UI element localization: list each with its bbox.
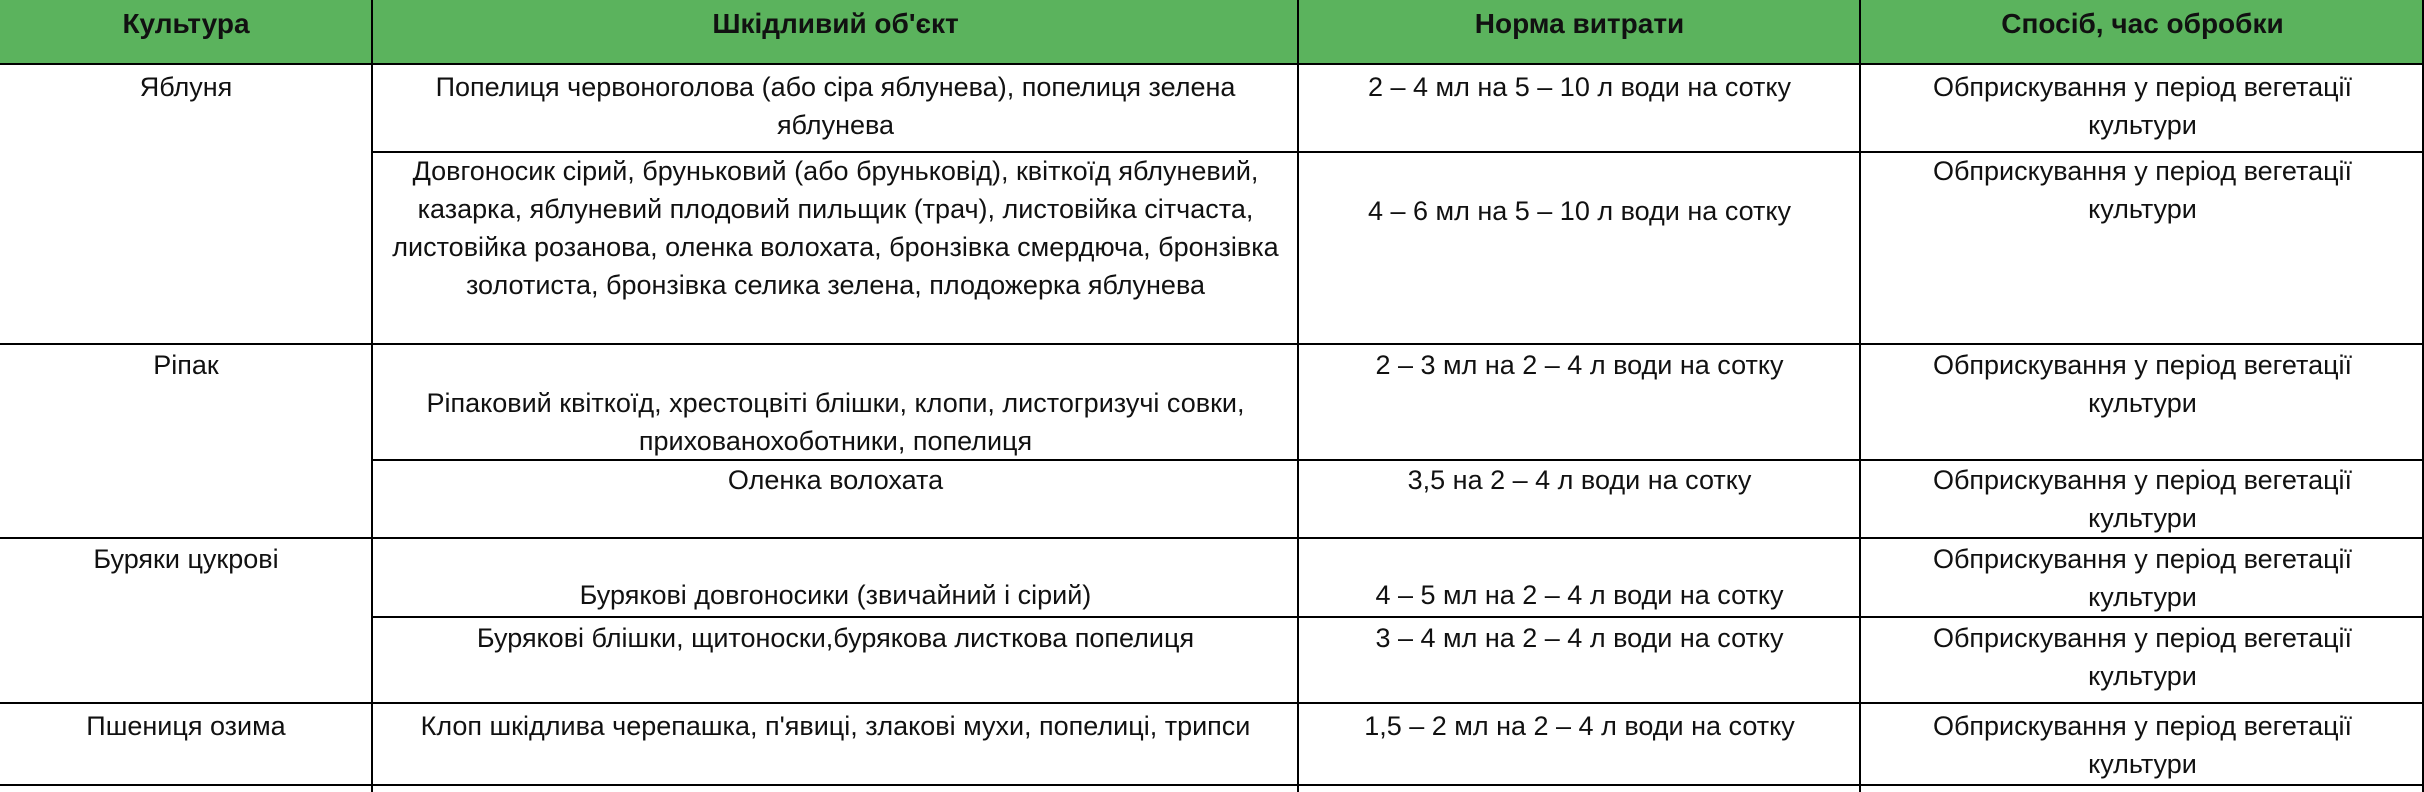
pest-cell: Ріпаковий квіткоїд, хрестоцвіті блішки, клопи, листогризучі совки, прихованохоботники, попелиця <box>426 388 1245 456</box>
header-pest: Шкідливий об'єкт <box>712 8 959 39</box>
header-culture: Культура <box>122 8 250 39</box>
row-divider <box>0 537 2424 539</box>
culture-cell: Яблуня <box>139 72 233 102</box>
header-method: Спосіб, час обробки <box>2001 8 2284 39</box>
rate-cell: 4 – 6 мл на 5 – 10 л води на сотку <box>1367 196 1792 226</box>
pest-cell: Оленка волохата <box>727 465 944 495</box>
rate-cell: 2 – 3 мл на 2 – 4 л води на сотку <box>1375 350 1784 380</box>
row-divider <box>372 616 2424 618</box>
row-divider <box>0 63 2424 65</box>
method-cell: Обприскування у період вегетації культури <box>1932 623 2353 691</box>
method-cell: Обприскування у період вегетації культури <box>1932 544 2353 612</box>
culture-cell: Буряки цукрові <box>93 544 279 574</box>
culture-cell: Ріпак <box>153 350 219 380</box>
pest-cell: Бурякові довгоносики (звичайний і сірий) <box>579 580 1092 610</box>
rate-cell: 4 – 5 мл на 2 – 4 л води на сотку <box>1375 580 1784 610</box>
table-bottom-border <box>0 784 2424 786</box>
row-divider <box>0 343 2424 345</box>
pest-cell: Довгоносик сірий, бруньковий (або бруньковід), квіткоїд яблуневий, казарка, яблуневий плодовий пильщик (трач), листовійка сітчаста, листовійка розанова, оленка волохата, бронзівка смердюча, бронзівка золотиста, бронзівка селика зелена, плодожерка яблунева <box>392 156 1279 300</box>
pest-cell: Клоп шкідлива черепашка, п'явиці, злакові мухи, попелиці, трипси <box>420 711 1251 741</box>
method-cell: Обприскування у період вегетації культури <box>1932 156 2353 224</box>
pest-cell: Бурякові блішки, щитоноски,бурякова листкова попелиця <box>476 623 1195 653</box>
rate-cell: 1,5 – 2 мл на 2 – 4 л води на сотку <box>1364 711 1795 741</box>
rate-cell: 3,5 на 2 – 4 л води на сотку <box>1407 465 1752 495</box>
rate-cell: 2 – 4 мл на 5 – 10 л води на сотку <box>1367 72 1792 102</box>
method-cell: Обприскування у період вегетації культури <box>1932 72 2353 140</box>
pest-cell: Попелиця червоноголова (або сіра яблунева), попелиця зелена яблунева <box>435 72 1236 140</box>
rate-cell: 3 – 4 мл на 2 – 4 л води на сотку <box>1375 623 1784 653</box>
culture-cell: Пшениця озима <box>86 711 286 741</box>
header-rate: Норма витрати <box>1474 8 1685 39</box>
method-cell: Обприскування у період вегетації культури <box>1932 350 2353 418</box>
method-cell: Обприскування у період вегетації культури <box>1932 711 2353 779</box>
row-divider <box>0 702 2424 704</box>
method-cell: Обприскування у період вегетації культури <box>1932 465 2353 533</box>
